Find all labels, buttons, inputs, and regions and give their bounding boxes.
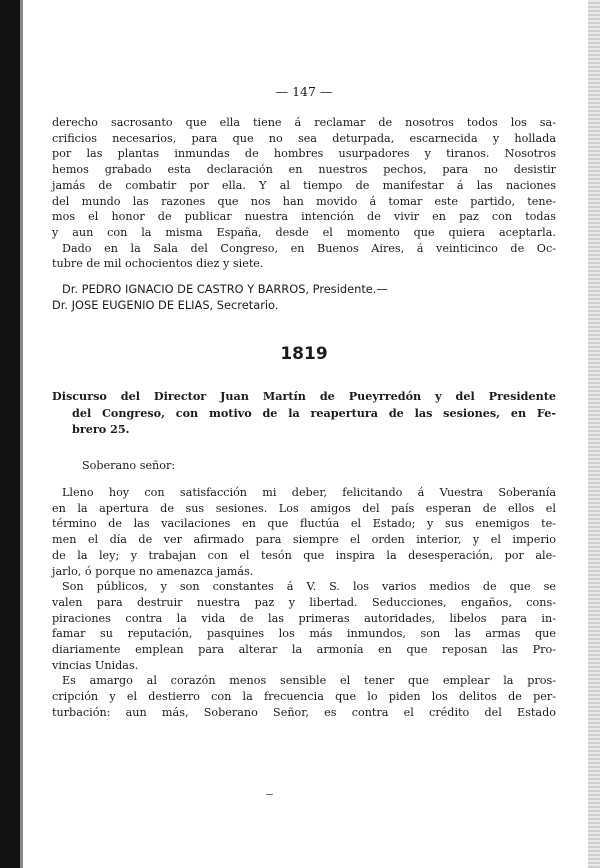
text-line: hemos grabado esta declaración en nuestros pechos, para no desistir bbox=[52, 163, 556, 177]
text-line: Lleno hoy con satisfacción mi deber, felicitando á Vuestra Soberanía bbox=[62, 486, 556, 499]
page-edge bbox=[588, 0, 600, 868]
paragraph-declaration bbox=[52, 115, 556, 272]
ink-speck bbox=[266, 794, 273, 795]
book-spine-shadow bbox=[0, 0, 20, 868]
book-spine-edge bbox=[20, 0, 23, 868]
heading-line: del Congreso, con motivo de la reapertura de las sesiones, en Fe- bbox=[72, 405, 556, 420]
text-line: jamás de combatir por ella. Y al tiempo de manifestar á las naciones bbox=[52, 178, 556, 192]
text-line: de la ley; y trabajan con el tesón que inspira la desesperación, por ale- bbox=[52, 548, 556, 562]
text-line: término de las vacilaciones en que fluctúa el Estado; y sus enemigos te- bbox=[52, 517, 556, 531]
signatures bbox=[52, 281, 556, 313]
text-line: Dado en la Sala del Congreso, en Buenos Aires, á veinticinco de Oc- bbox=[62, 241, 556, 255]
text-line: y aun con la misma España, desde el momento que quiera aceptarla. bbox=[52, 225, 556, 239]
text-line: diariamente emplean para alterar la armonía en que reposan las Pro- bbox=[52, 643, 556, 657]
text-line: vincias Unidas. bbox=[52, 658, 139, 672]
signature-president: Dr. PEDRO IGNACIO DE CASTRO Y BARROS, Presidente.— bbox=[62, 282, 388, 296]
text-line: tubre de mil ochocientos diez y siete. bbox=[52, 257, 264, 271]
text-line: men el día de ver afirmado para siempre el orden interior, y el imperio bbox=[52, 533, 556, 547]
salutation: Soberano señor: bbox=[82, 459, 176, 472]
text-line: mos el honor de publicar nuestra intención de vivir en paz con todas bbox=[52, 210, 556, 224]
text-line: piraciones contra la vida de las primeras autoridades, libelos para in- bbox=[52, 611, 556, 625]
page-number: — 147 — bbox=[275, 84, 333, 99]
text-line: valen para destruir nuestra paz y libertad. Seducciones, engaños, cons- bbox=[52, 595, 556, 609]
text-line: en la apertura de sus sesiones. Los amigos del país esperan de ellos el bbox=[52, 501, 556, 515]
speech-body bbox=[52, 485, 556, 721]
text-line: Son públicos, y son constantes á V. S. los varios medios de que se bbox=[62, 580, 556, 594]
section-heading bbox=[52, 388, 556, 438]
heading-line: brero 25. bbox=[72, 422, 130, 436]
signature-secretary: Dr. JOSE EUGENIO DE ELIAS, Secretario. bbox=[52, 298, 279, 312]
text-line: derecho sacrosanto que ella tiene á reclamar de nosotros todos los sa- bbox=[52, 116, 556, 129]
text-line: famar su reputación, pasquines los más inmundos, son las armas que bbox=[52, 627, 556, 641]
text-line: del mundo las razones que nos han movido á tomar este partido, tene- bbox=[52, 194, 556, 208]
text-line: Es amargo al corazón menos sensible el tener que emplear la pros- bbox=[62, 674, 556, 688]
section-year: 1819 bbox=[280, 344, 328, 364]
text-line: crificios necesarios, para que no sea deturpada, escarnecida y hollada bbox=[52, 131, 556, 145]
text-line: cripción y el destierro con la frecuencia que lo piden los delitos de per- bbox=[52, 690, 556, 704]
heading-line: Discurso del Director Juan Martín de Pueyrredón y del Presidente bbox=[52, 389, 556, 403]
text-line: por las plantas inmundas de hombres usurpadores y tiranos. Nosotros bbox=[52, 147, 556, 161]
text-line: jarlo, ó porque no amenazca jamás. bbox=[52, 564, 254, 578]
text-line: turbación: aun más, Soberano Señor, es contra el crédito del Estado bbox=[52, 705, 556, 719]
